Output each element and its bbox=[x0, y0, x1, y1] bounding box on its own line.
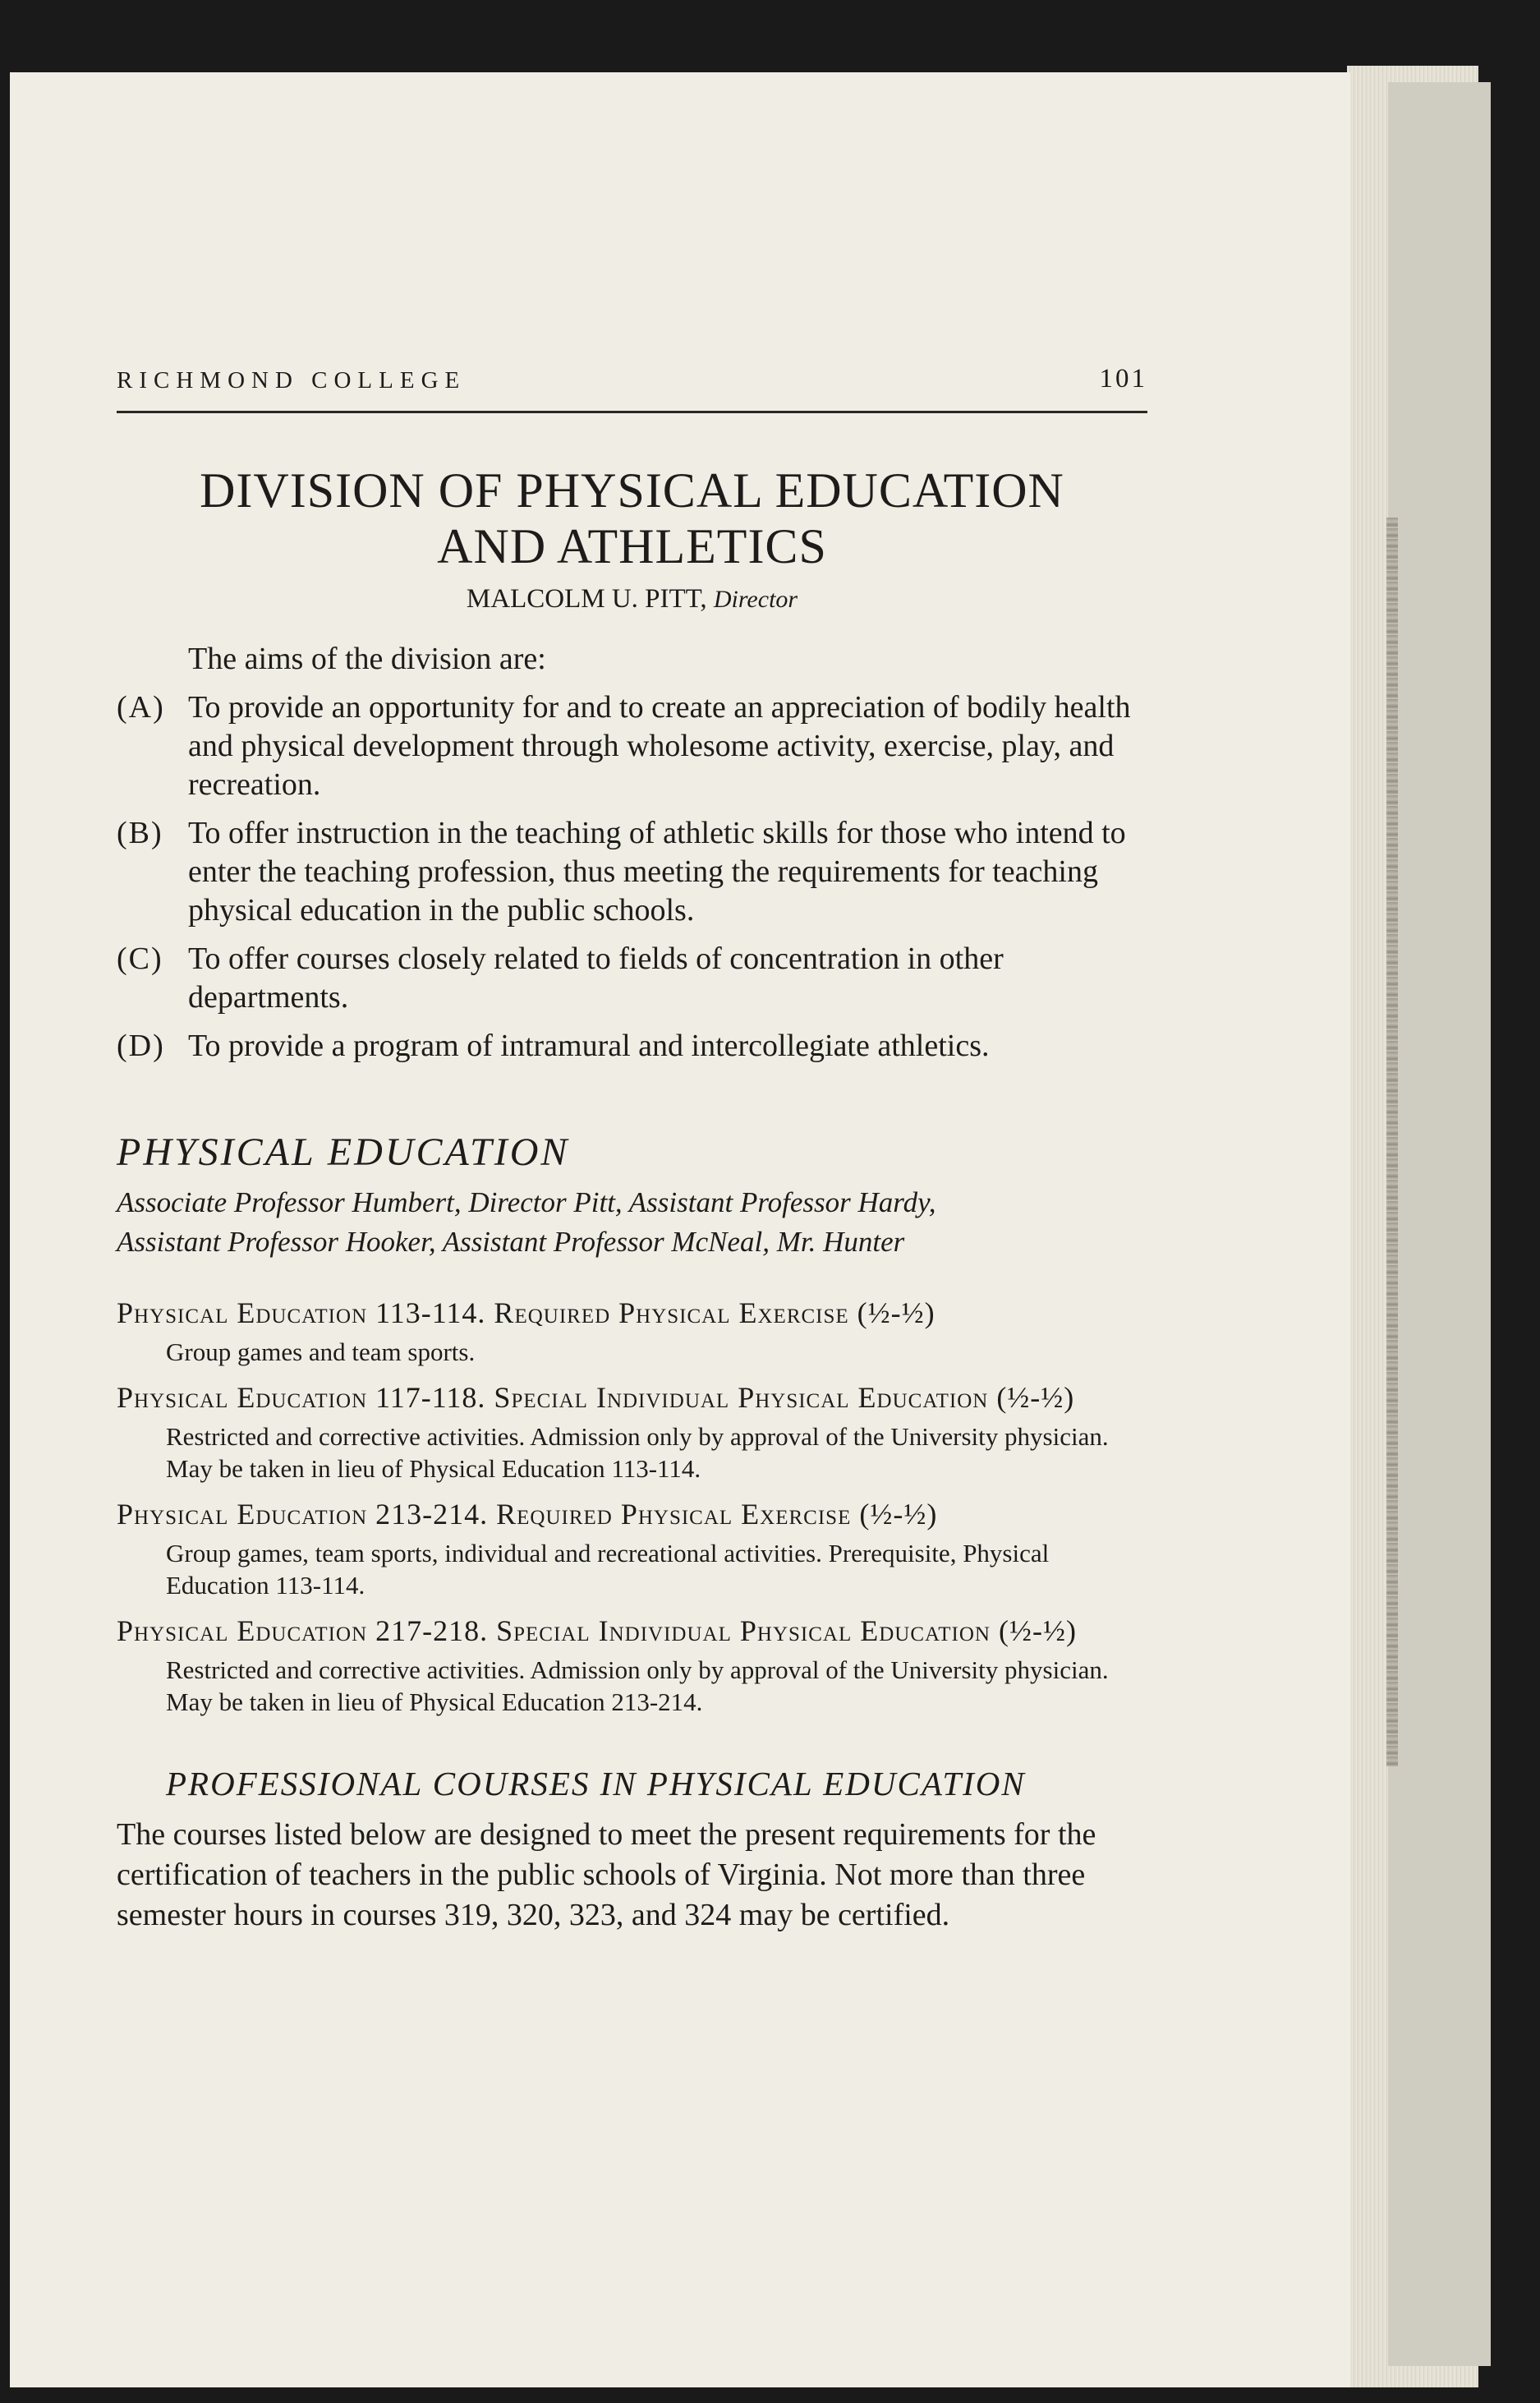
course-entry bbox=[117, 1494, 1147, 1601]
director-line bbox=[117, 584, 1147, 615]
course-heading: Physical Education 213-214. Required Physical Exercise (½-½) bbox=[117, 1498, 938, 1531]
aim-item-d bbox=[117, 1027, 1147, 1066]
page-number: 101 bbox=[1099, 364, 1147, 394]
course-entry bbox=[117, 1293, 1147, 1368]
course-description: Restricted and corrective activities. Admission only by approval of the University physician. May be taken in lieu of Physical Education 213-214. bbox=[166, 1655, 1109, 1716]
aim-label: (D) bbox=[117, 1029, 165, 1063]
aim-item-c bbox=[117, 940, 1147, 1017]
section-title-professional-courses: PROFESSIONAL COURSES IN PHYSICAL EDUCATION bbox=[166, 1765, 1026, 1802]
page-content bbox=[117, 364, 1147, 1936]
division-title-line-1: DIVISION OF PHYSICAL EDUCATION bbox=[200, 463, 1064, 518]
aim-text: To provide an opportunity for and to create an appreciation of bodily health and physical development through wholesome activity, exercise, play, and recreation. bbox=[188, 690, 1131, 802]
book-page bbox=[10, 72, 1350, 2387]
aim-label: (A) bbox=[117, 690, 165, 725]
director-role: Director bbox=[713, 586, 798, 613]
aim-label: (C) bbox=[117, 941, 163, 976]
division-title bbox=[117, 463, 1147, 574]
aim-item-b bbox=[117, 814, 1147, 930]
aim-text: To provide a program of intramural and intercollegiate athletics. bbox=[188, 1029, 990, 1063]
aim-text: To offer courses closely related to fields of concentration in other departments. bbox=[188, 941, 1004, 1015]
course-list bbox=[117, 1293, 1147, 1718]
course-description: Group games and team sports. bbox=[166, 1337, 476, 1366]
professional-courses-paragraph: The courses listed below are designed to meet the present requirements for the certification of teachers in the public schools of Virginia. Not more than three semester hours in courses 319, 320, 323, and 324 may be certified. bbox=[117, 1817, 1096, 1932]
course-entry bbox=[117, 1611, 1147, 1718]
division-title-line-2: AND ATHLETICS bbox=[437, 519, 827, 573]
course-entry bbox=[117, 1378, 1147, 1485]
course-heading: Physical Education 113-114. Required Physical Exercise (½-½) bbox=[117, 1296, 935, 1329]
aims-list bbox=[117, 688, 1147, 1066]
page-edge-strip bbox=[1386, 518, 1398, 1766]
aim-item-a bbox=[117, 688, 1147, 804]
course-description: Group games, team sports, individual and recreational activities. Prerequisite, Physical Education 113-114. bbox=[166, 1539, 1050, 1600]
book-cover-edge bbox=[1388, 82, 1491, 2366]
faculty-line-1: Associate Professor Humbert, Director Pitt, Assistant Professor Hardy, bbox=[117, 1186, 936, 1218]
aim-label: (B) bbox=[117, 816, 163, 850]
course-heading: Physical Education 117-118. Special Individual Physical Education (½-½) bbox=[117, 1381, 1075, 1414]
aims-intro: The aims of the division are: bbox=[188, 642, 546, 676]
aim-text: To offer instruction in the teaching of athletic skills for those who intend to enter the teaching profession, thus meeting the requirements for teaching physical education in the public schools. bbox=[188, 816, 1126, 928]
running-header bbox=[117, 364, 1147, 413]
section-title-physical-education: PHYSICAL EDUCATION bbox=[117, 1130, 570, 1174]
faculty-line-2: Assistant Professor Hooker, Assistant Professor McNeal, Mr. Hunter bbox=[117, 1226, 905, 1258]
director-name: MALCOLM U. PITT, bbox=[466, 584, 707, 614]
faculty-list bbox=[117, 1183, 1147, 1262]
course-description: Restricted and corrective activities. Admission only by approval of the University physician. May be taken in lieu of Physical Education 113-114. bbox=[166, 1422, 1109, 1483]
course-heading: Physical Education 217-218. Special Individual Physical Education (½-½) bbox=[117, 1614, 1077, 1647]
running-head-title: RICHMOND COLLEGE bbox=[117, 367, 467, 394]
